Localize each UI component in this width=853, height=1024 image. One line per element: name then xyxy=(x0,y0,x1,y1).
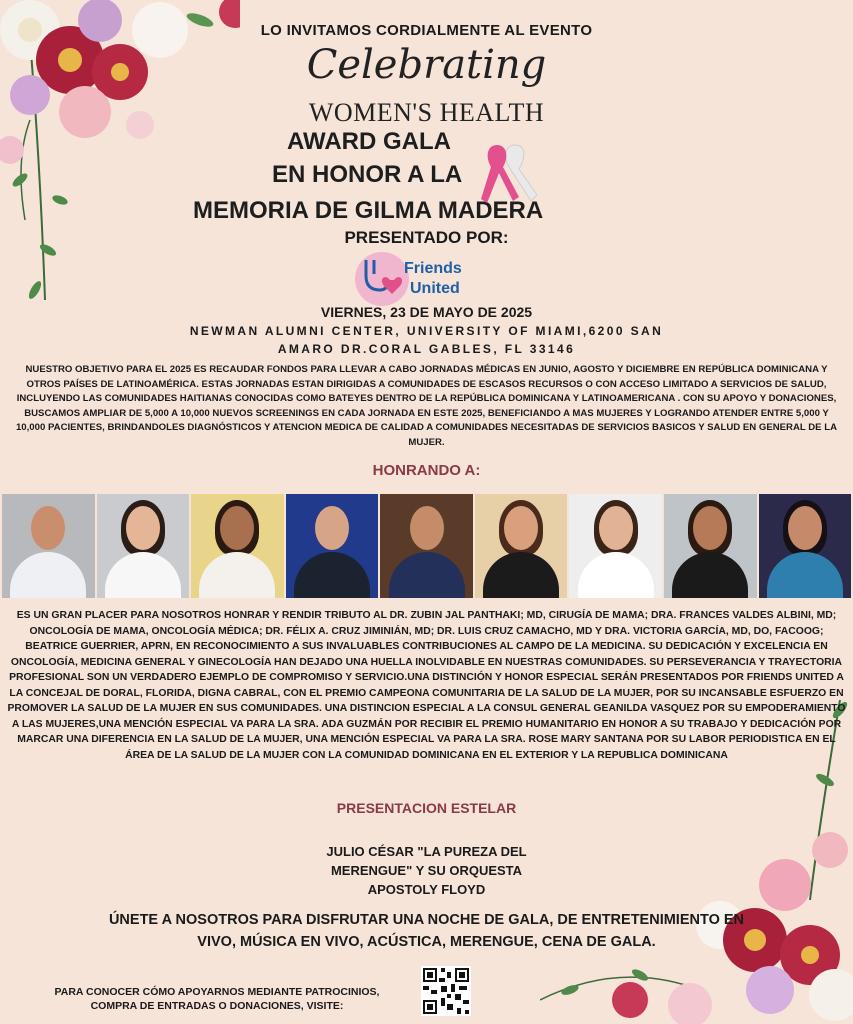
support-line-1: PARA CONOCER CÓMO APOYARNOS MEDIANTE PATROCINIOS, xyxy=(54,986,380,998)
join-line-2: VIVO, MÚSICA EN VIVO, ACÚSTICA, MERENGUE, CENA DE GALA. xyxy=(197,934,656,950)
honoree-photo xyxy=(569,494,662,598)
join-invitation xyxy=(0,909,853,953)
womens-health-title: WOMEN'S HEALTH xyxy=(308,98,545,127)
honoree-photo xyxy=(286,494,379,598)
honoree-photo xyxy=(664,494,757,598)
honoree-photo xyxy=(97,494,190,598)
awareness-ribbon-icon xyxy=(475,143,545,205)
logo-text-friends: Friends xyxy=(404,260,462,277)
presentacion-estelar-heading: PRESENTACION ESTELAR xyxy=(336,800,517,816)
stethoscope-heart-icon xyxy=(354,250,410,308)
venue-line-2: AMARO DR.CORAL GABLES, FL 33146 xyxy=(277,342,576,356)
en-honor-title: EN HONOR A LA xyxy=(272,161,463,188)
support-info xyxy=(0,985,434,1013)
celebrating-script-title: Celebrating xyxy=(306,42,547,88)
qr-code-icon[interactable] xyxy=(421,966,471,1016)
event-date: VIERNES, 23 DE MAYO DE 2025 xyxy=(320,304,533,320)
honoree-photo xyxy=(380,494,473,598)
event-venue xyxy=(0,322,853,358)
artist-line-2: MERENGUE" Y SU ORQUESTA xyxy=(330,863,523,878)
artist-block xyxy=(0,842,853,899)
join-line-1: ÚNETE A NOSOTROS PARA DISFRUTAR UNA NOCHE DE GALA, DE ENTRETENIMIENTO EN xyxy=(108,912,745,928)
presented-by-label: PRESENTADO POR: xyxy=(344,228,509,247)
logo-text-united: United xyxy=(410,280,460,297)
artist-line-3: APOSTOLY FLOYD xyxy=(367,882,486,897)
honoree-photo xyxy=(759,494,852,598)
honrando-heading: HONRANDO A: xyxy=(372,462,481,479)
invite-heading: LO INVITAMOS CORDIALMENTE AL EVENTO xyxy=(260,22,593,39)
artist-line-1: JULIO CÉSAR "LA PUREZA DEL xyxy=(326,844,527,859)
objective-paragraph: NUESTRO OBJETIVO PARA EL 2025 ES RECAUDAR FONDOS PARA LLEVAR A CABO JORNADAS MÉDICAS EN JUNIO, AGOSTO Y DICIEMBRE EN REPÚBLICA DOMINICANA Y OTROS PAÍSES DE LATINOAMÉRICA. ESTAS JORNADAS ESTAN DIRIGIDAS A COMUNIDADES DE ESCASOS RECURSOS O CON ACCESO LIMITADO A SERVICIOS DE SALUD, INCLUYENDO LAS COMUNIDADES HAITIANAS CONOCIDAS COMO BATEYES DENTRO DE LA REPÚBLICA DOMINICANA Y LATINOAMERICANA . CON SU APOYO Y DONACIONES, BUSCAMOS AMPLIAR DE 5,000 A 10,000 NUEVOS SCREENINGS EN CADA JORNADA EN ESTE 2025, BENEFICIANDO A MAS MUJERES Y LOGRANDO ATENDER ENTRE 5,000 Y 10,000 PACIENTES, BRINDANDOLES DIAGNÓSTICOS Y ATENCION MEDICA DE CALIDAD A COMUNIDADES NECESITADAS DE SERVICIOS BASICOS Y SALUD EN GENERAL DE LA MUJER. xyxy=(15,364,838,448)
memoria-title: MEMORIA DE GILMA MADERA xyxy=(193,197,544,224)
award-gala-title: AWARD GALA xyxy=(287,128,451,155)
honoree-photo xyxy=(191,494,284,598)
support-line-2: COMPRA DE ENTRADAS O DONACIONES, VISITE: xyxy=(90,1000,344,1012)
honorees-photo-strip xyxy=(2,494,851,598)
honoree-photo xyxy=(2,494,95,598)
tribute-paragraph: ES UN GRAN PLACER PARA NOSOTROS HONRAR Y RENDIR TRIBUTO AL DR. ZUBIN JAL PANTHAKI; MD, CIRUGÍA DE MAMA; DRA. FRANCES VALDES ALBINI, MD; ONCOLOGÍA DE MAMA, ONCOLOGÍA MÉDICA; DR. FÉLIX A. CRUZ JIMINIÁN, MD; DR. LUIS CRUZ CAMACHO, MD Y DRA. VICTORIA GARCÍA, MD, DO, FACOOG; BEATRICE GUERRIER, APRN, EN RECONOCIMIENTO A SUS INVALUABLES CONTRIBUCIONES AL CAMPO DE LA MEDICINA. SU DEDICACIÓN Y EXCELENCIA EN ONCOLOGÍA, MEDICINA GENERAL Y GINECOLOGÍA HAN DEJADO UNA HUELLA INOLVIDABLE EN NUESTRAS COMUNIDADES. SU PERSEVERANCIA Y TRAYECTORIA PROFESIONAL SON UN VERDADERO EJEMPLO DE COMPROMISO Y SERVICIO.UNA DISTINCIÓN Y HONOR ESPECIAL SERÁN PRESENTADOS POR FRIENDS UNITED A LA CONCEJAL DE DORAL, FLORIDA, DIGNA CABRAL, CON EL PREMIO CAMPEONA COMUNITARIA DE LA SALUD DE LA MUJER, POR SU INCANSABLE ESFUERZO EN PROMOVER LA SALUD DE LA MUJER EN SUS COMUNIDADES. UNA DISTINCION ESPECIAL A LA CONSUL GENERAL GEANILDA VASQUEZ POR SU EMPODERAMIENTO A LAS MUJERES,UNA MENCIÓN ESPECIAL VA PARA LA SRA. ADA GUZMÁN POR RECIBIR EL PREMIO HUMANITARIO EN HONOR A SU TRABAJO Y DEDICACIÓN POR MARCAR UNA DIFERENCIA EN LA SALUD DE LA MUJER, UNA MENCIÓN ESPECIAL VA PARA LA SRA. ROSE MARY SANTANA POR SU LABOR PERIODISTICA EN EL ÁREA DE LA SALUD DE LA MUJER CON LA COMUNIDAD DOMINICANA EN EL EXTERIOR Y LA REPUBLICA DOMINICANA xyxy=(7,610,846,761)
honoree-photo xyxy=(475,494,568,598)
friends-united-logo xyxy=(354,250,464,308)
venue-line-1: NEWMAN ALUMNI CENTER, UNIVERSITY OF MIAMI,6200 SAN xyxy=(189,324,664,338)
